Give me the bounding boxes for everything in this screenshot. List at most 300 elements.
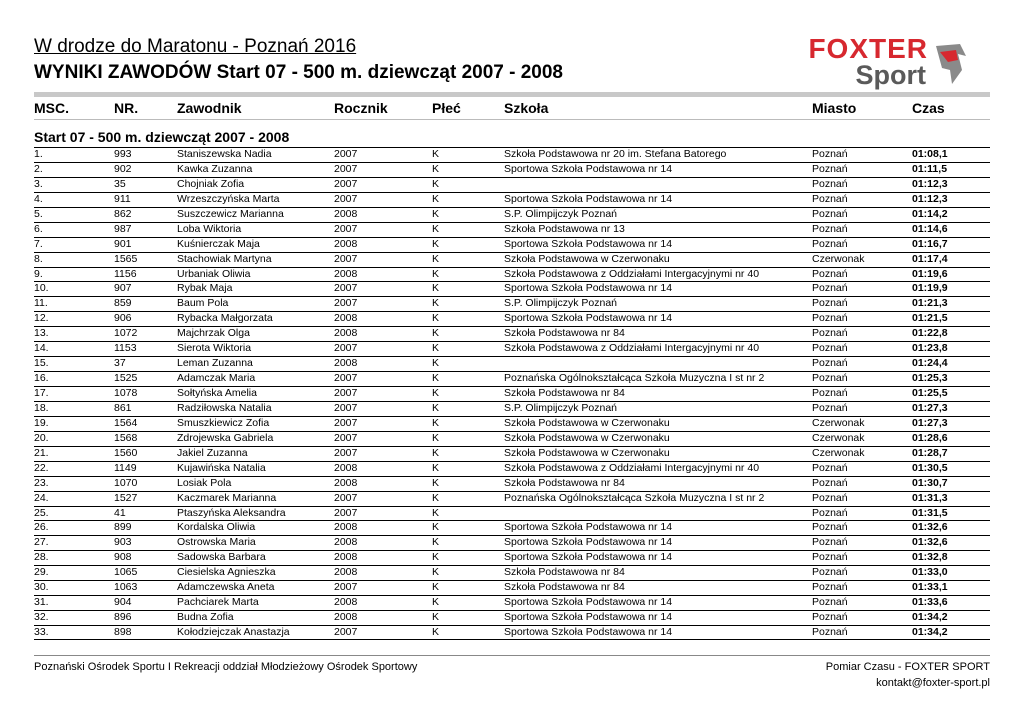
cell-city: Poznań: [812, 626, 848, 638]
cell-bib: 1564: [114, 416, 138, 429]
cell-birth-year: 2008: [334, 476, 358, 489]
cell-bib: 861: [114, 401, 132, 414]
cell-athlete-name: Kordalska Oliwia: [177, 521, 256, 534]
cell-birth-year: 2007: [334, 297, 358, 310]
table-row: [34, 281, 990, 296]
page-title: W drodze do Maratonu - Poznań 2016: [34, 36, 357, 57]
cell-birth-year: 2008: [334, 566, 358, 579]
cell-athlete-name: Kawka Zuzanna: [177, 162, 253, 175]
cell-birth-year: 2008: [334, 611, 358, 624]
cell-athlete-name: Kołodziejczak Anastazja: [177, 626, 290, 638]
cell-athlete-name: Rybacka Małgorzata: [177, 312, 273, 325]
table-row: [34, 222, 990, 237]
footer-timing: Pomiar Czasu - FOXTER SPORT: [825, 661, 990, 673]
table-row: [34, 491, 990, 506]
cell-time: 01:33,1: [912, 581, 948, 594]
cell-time: 01:33,0: [912, 566, 948, 579]
column-header-school: Szkoła: [504, 100, 549, 116]
cell-sex: K: [432, 596, 440, 609]
cell-birth-year: 2008: [334, 237, 358, 250]
cell-bib: 1560: [114, 446, 138, 459]
cell-sex: K: [432, 372, 440, 385]
cell-school: Sportowa Szkoła Podstawowa nr 14: [504, 551, 673, 564]
cell-school: S.P. Olimpijczyk Poznań: [504, 297, 618, 310]
cell-sex: K: [432, 148, 440, 160]
footer-rule: [34, 655, 990, 656]
cell-athlete-name: Sołtyńska Amelia: [177, 387, 257, 399]
cell-time: 01:28,6: [912, 431, 948, 444]
cell-sex: K: [432, 581, 440, 594]
cell-bib: 1072: [114, 327, 138, 340]
cell-city: Poznań: [812, 237, 848, 250]
cell-bib: 1525: [114, 372, 138, 385]
cell-sex: K: [432, 611, 440, 624]
table-row: [34, 580, 990, 595]
cell-bib: 35: [114, 177, 126, 190]
cell-time: 01:08,1: [912, 148, 948, 160]
cell-athlete-name: Ostrowska Maria: [177, 536, 256, 549]
cell-time: 01:11,5: [912, 162, 948, 175]
cell-time: 01:30,7: [912, 476, 948, 489]
cell-city: Poznań: [812, 162, 848, 175]
table-row: [34, 535, 990, 550]
cell-place: 12.: [34, 312, 49, 325]
cell-time: 01:12,3: [912, 177, 948, 190]
cell-athlete-name: Ciesielska Agnieszka: [177, 566, 276, 579]
cell-birth-year: 2007: [334, 372, 358, 385]
cell-sex: K: [432, 297, 440, 310]
table-row: [34, 371, 990, 386]
table-row: [34, 506, 990, 521]
cell-bib: 987: [114, 222, 132, 235]
cell-bib: 1153: [114, 342, 137, 355]
cell-school: Szkoła Podstawowa w Czerwonaku: [504, 252, 670, 265]
cell-birth-year: 2008: [334, 596, 358, 609]
table-row: [34, 565, 990, 580]
table-row: [34, 267, 990, 282]
cell-bib: 899: [114, 521, 132, 534]
cell-birth-year: 2007: [334, 431, 358, 444]
cell-place: 18.: [34, 401, 49, 414]
cell-school: Sportowa Szkoła Podstawowa nr 14: [504, 536, 673, 549]
table-row: [34, 625, 990, 640]
cell-place: 1.: [34, 148, 43, 160]
foxter-logo: [784, 34, 970, 92]
cell-athlete-name: Jakiel Zuzanna: [177, 446, 248, 459]
cell-athlete-name: Sadowska Barbara: [177, 551, 266, 564]
cell-athlete-name: Staniszewska Nadia: [177, 148, 272, 160]
cell-place: 32.: [34, 611, 49, 624]
cell-bib: 1078: [114, 387, 138, 399]
cell-bib: 907: [114, 282, 132, 295]
column-header-year: Rocznik: [334, 100, 388, 116]
cell-place: 3.: [34, 177, 43, 190]
cell-city: Poznań: [812, 491, 848, 504]
cell-city: Poznań: [812, 327, 848, 340]
cell-place: 14.: [34, 342, 49, 355]
cell-city: Poznań: [812, 476, 848, 489]
cell-place: 23.: [34, 476, 49, 489]
column-header-nr: NR.: [114, 100, 139, 116]
cell-city: Poznań: [812, 297, 848, 310]
table-row: [34, 237, 990, 252]
cell-birth-year: 2008: [334, 357, 358, 370]
cell-time: 01:14,6: [912, 222, 948, 235]
cell-sex: K: [432, 207, 440, 220]
cell-place: 29.: [34, 566, 49, 579]
cell-time: 01:19,9: [912, 282, 948, 295]
cell-bib: 1156: [114, 267, 137, 280]
cell-time: 01:17,4: [912, 252, 948, 265]
cell-birth-year: 2007: [334, 222, 358, 235]
cell-school: Szkoła Podstawowa w Czerwonaku: [504, 431, 670, 444]
cell-athlete-name: Baum Pola: [177, 297, 229, 310]
cell-city: Poznań: [812, 372, 848, 385]
table-row: [34, 431, 990, 446]
cell-bib: 1065: [114, 566, 138, 579]
cell-city: Poznań: [812, 222, 848, 235]
cell-school: Szkoła Podstawowa nr 84: [504, 566, 625, 579]
cell-sex: K: [432, 551, 440, 564]
cell-place: 16.: [34, 372, 49, 385]
cell-sex: K: [432, 177, 440, 190]
table-row: [34, 520, 990, 535]
cell-place: 24.: [34, 491, 49, 504]
table-row: [34, 461, 990, 476]
cell-sex: K: [432, 401, 440, 414]
table-row: [34, 207, 990, 222]
results-table: [34, 147, 990, 640]
cell-birth-year: 2008: [334, 521, 358, 534]
cell-athlete-name: Rybak Maja: [177, 282, 233, 295]
cell-school: Poznańska Ogólnokształcąca Szkoła Muzyczna I st nr 2: [504, 491, 765, 504]
cell-place: 28.: [34, 551, 49, 564]
cell-bib: 1070: [114, 476, 138, 489]
cell-school: S.P. Olimpijczyk Poznań: [504, 401, 618, 414]
cell-time: 01:16,7: [912, 237, 948, 250]
cell-athlete-name: Urbaniak Oliwia: [177, 267, 251, 280]
table-row: [34, 162, 990, 177]
cell-city: Czerwonak: [812, 446, 865, 459]
cell-athlete-name: Leman Zuzanna: [177, 357, 253, 370]
cell-athlete-name: Kuśnierczak Maja: [177, 237, 260, 250]
cell-place: 2.: [34, 162, 43, 175]
cell-school: Szkoła Podstawowa nr 13: [504, 222, 625, 235]
cell-city: Poznań: [812, 461, 848, 474]
cell-place: 21.: [34, 446, 49, 459]
table-row: [34, 610, 990, 625]
cell-birth-year: 2007: [334, 626, 358, 638]
runner-emblem-icon: [930, 40, 970, 86]
cell-place: 11.: [34, 297, 48, 310]
cell-time: 01:31,3: [912, 491, 948, 504]
column-header-rule: [34, 119, 990, 120]
cell-city: Poznań: [812, 177, 848, 190]
cell-birth-year: 2007: [334, 491, 358, 504]
cell-sex: K: [432, 416, 440, 429]
table-row: [34, 446, 990, 461]
footer-organizer: Poznański Ośrodek Sportu I Rekreacji oddział Młodzieżowy Ośrodek Sportowy: [34, 661, 418, 673]
cell-school: Szkoła Podstawowa nr 84: [504, 476, 625, 489]
cell-birth-year: 2008: [334, 327, 358, 340]
cell-city: Poznań: [812, 148, 848, 160]
cell-time: 01:31,5: [912, 506, 948, 519]
cell-school: Szkoła Podstawowa z Oddziałami Intergacyjnymi nr 40: [504, 342, 760, 355]
cell-athlete-name: Kaczmarek Marianna: [177, 491, 277, 504]
cell-athlete-name: Adamczewska Aneta: [177, 581, 275, 594]
cell-time: 01:21,3: [912, 297, 948, 310]
table-row: [34, 147, 990, 162]
cell-city: Poznań: [812, 282, 848, 295]
column-header-city: Miasto: [812, 100, 857, 116]
cell-sex: K: [432, 387, 440, 399]
cell-bib: 1063: [114, 581, 138, 594]
cell-sex: K: [432, 162, 440, 175]
cell-time: 01:27,3: [912, 401, 948, 414]
table-row: [34, 386, 990, 401]
cell-athlete-name: Chojniak Zofia: [177, 177, 245, 190]
column-header-time: Czas: [912, 100, 945, 116]
table-row: [34, 192, 990, 207]
table-row: [34, 341, 990, 356]
cell-city: Poznań: [812, 357, 848, 370]
cell-place: 10.: [34, 282, 49, 295]
cell-birth-year: 2007: [334, 177, 358, 190]
table-row: [34, 476, 990, 491]
cell-birth-year: 2008: [334, 312, 358, 325]
cell-time: 01:34,2: [912, 611, 948, 624]
cell-city: Poznań: [812, 192, 848, 205]
cell-city: Poznań: [812, 267, 848, 280]
cell-place: 17.: [34, 387, 49, 399]
table-row: [34, 296, 990, 311]
cell-time: 01:23,8: [912, 342, 948, 355]
cell-school: Sportowa Szkoła Podstawowa nr 14: [504, 611, 673, 624]
cell-school: Szkoła Podstawowa z Oddziałami Intergacyjnymi nr 40: [504, 267, 760, 280]
cell-place: 20.: [34, 431, 49, 444]
cell-place: 30.: [34, 581, 49, 594]
cell-birth-year: 2007: [334, 162, 358, 175]
cell-school: Poznańska Ogólnokształcąca Szkoła Muzyczna I st nr 2: [504, 372, 765, 385]
cell-bib: 908: [114, 551, 132, 564]
cell-time: 01:25,3: [912, 372, 948, 385]
cell-place: 33.: [34, 626, 49, 638]
cell-bib: 904: [114, 596, 132, 609]
cell-athlete-name: Smuszkiewicz Zofia: [177, 416, 270, 429]
header-rule: [34, 92, 990, 97]
cell-bib: 903: [114, 536, 132, 549]
cell-city: Czerwonak: [812, 252, 865, 265]
table-row: [34, 252, 990, 267]
cell-time: 01:27,3: [912, 416, 948, 429]
cell-bib: 911: [114, 192, 131, 205]
logo-sport-text: Sport: [855, 60, 926, 90]
cell-city: Czerwonak: [812, 416, 865, 429]
cell-school: Szkoła Podstawowa w Czerwonaku: [504, 446, 670, 459]
cell-city: Poznań: [812, 342, 848, 355]
cell-birth-year: 2008: [334, 207, 358, 220]
cell-birth-year: 2007: [334, 401, 358, 414]
cell-time: 01:14,2: [912, 207, 948, 220]
cell-sex: K: [432, 446, 440, 459]
cell-school: Szkoła Podstawowa nr 20 im. Stefana Batorego: [504, 148, 727, 160]
cell-birth-year: 2008: [334, 267, 358, 280]
cell-school: Szkoła Podstawowa nr 84: [504, 327, 625, 340]
cell-time: 01:19,6: [912, 267, 948, 280]
cell-place: 26.: [34, 521, 49, 534]
cell-sex: K: [432, 566, 440, 579]
table-row: [34, 595, 990, 610]
cell-bib: 1149: [114, 461, 137, 474]
cell-birth-year: 2007: [334, 387, 358, 399]
cell-athlete-name: Wrzeszczyńska Marta: [177, 192, 280, 205]
table-row: [34, 326, 990, 341]
cell-athlete-name: Majchrzak Olga: [177, 327, 250, 340]
cell-sex: K: [432, 327, 440, 340]
cell-school: Sportowa Szkoła Podstawowa nr 14: [504, 192, 673, 205]
cell-school: Szkoła Podstawowa z Oddziałami Intergacyjnymi nr 40: [504, 461, 760, 474]
table-row: [34, 416, 990, 431]
cell-school: S.P. Olimpijczyk Poznań: [504, 207, 618, 220]
cell-bib: 896: [114, 611, 132, 624]
cell-school: Szkoła Podstawowa nr 84: [504, 581, 625, 594]
cell-time: 01:24,4: [912, 357, 948, 370]
cell-place: 9.: [34, 267, 43, 280]
cell-birth-year: 2007: [334, 506, 358, 519]
cell-birth-year: 2007: [334, 416, 358, 429]
cell-sex: K: [432, 252, 440, 265]
cell-birth-year: 2007: [334, 342, 358, 355]
cell-place: 22.: [34, 461, 49, 474]
cell-school: Szkoła Podstawowa nr 84: [504, 387, 625, 399]
cell-bib: 993: [114, 148, 132, 160]
cell-place: 6.: [34, 222, 43, 235]
cell-time: 01:28,7: [912, 446, 948, 459]
cell-school: Szkoła Podstawowa w Czerwonaku: [504, 416, 670, 429]
cell-place: 25.: [34, 506, 49, 519]
cell-sex: K: [432, 491, 440, 504]
cell-city: Poznań: [812, 207, 848, 220]
footer-contact: kontakt@foxter-sport.pl: [876, 677, 990, 689]
cell-bib: 1568: [114, 431, 138, 444]
cell-school: Sportowa Szkoła Podstawowa nr 14: [504, 162, 673, 175]
cell-sex: K: [432, 521, 440, 534]
cell-birth-year: 2008: [334, 461, 358, 474]
table-row: [34, 177, 990, 192]
cell-city: Poznań: [812, 506, 848, 519]
cell-athlete-name: Stachowiak Martyna: [177, 252, 272, 265]
cell-birth-year: 2007: [334, 282, 358, 295]
cell-place: 4.: [34, 192, 43, 205]
cell-athlete-name: Suszczewicz Marianna: [177, 207, 284, 220]
cell-place: 15.: [34, 357, 49, 370]
cell-birth-year: 2007: [334, 581, 358, 594]
cell-birth-year: 2007: [334, 192, 358, 205]
table-row: [34, 311, 990, 326]
cell-athlete-name: Zdrojewska Gabriela: [177, 431, 274, 444]
table-row: [34, 356, 990, 371]
cell-bib: 1527: [114, 491, 138, 504]
cell-birth-year: 2007: [334, 446, 358, 459]
cell-place: 19.: [34, 416, 49, 429]
section-title: Start 07 - 500 m. dziewcząt 2007 - 2008: [34, 129, 290, 145]
cell-place: 7.: [34, 237, 43, 250]
cell-sex: K: [432, 312, 440, 325]
cell-sex: K: [432, 536, 440, 549]
cell-sex: K: [432, 476, 440, 489]
table-row: [34, 401, 990, 416]
cell-sex: K: [432, 357, 440, 370]
cell-city: Poznań: [812, 521, 848, 534]
logo-foxter-text: FOXTER: [808, 33, 928, 64]
cell-bib: 902: [114, 162, 132, 175]
cell-time: 01:22,8: [912, 327, 948, 340]
cell-bib: 1565: [114, 252, 138, 265]
cell-bib: 37: [114, 357, 126, 370]
cell-sex: K: [432, 431, 440, 444]
cell-time: 01:33,6: [912, 596, 948, 609]
cell-place: 31.: [34, 596, 49, 609]
cell-time: 01:32,8: [912, 551, 948, 564]
cell-athlete-name: Losiak Pola: [177, 476, 232, 489]
cell-city: Poznań: [812, 551, 848, 564]
cell-time: 01:32,6: [912, 521, 948, 534]
cell-sex: K: [432, 267, 440, 280]
cell-bib: 859: [114, 297, 132, 310]
cell-time: 01:34,2: [912, 626, 948, 638]
cell-sex: K: [432, 506, 440, 519]
cell-athlete-name: Sierota Wiktoria: [177, 342, 252, 355]
table-row: [34, 550, 990, 565]
cell-place: 5.: [34, 207, 43, 220]
cell-athlete-name: Radziłowska Natalia: [177, 401, 272, 414]
cell-sex: K: [432, 626, 440, 638]
cell-school: Sportowa Szkoła Podstawowa nr 14: [504, 312, 673, 325]
cell-athlete-name: Ptaszyńska Aleksandra: [177, 506, 286, 519]
cell-bib: 862: [114, 207, 132, 220]
cell-place: 13.: [34, 327, 49, 340]
cell-time: 01:32,6: [912, 536, 948, 549]
cell-school: Sportowa Szkoła Podstawowa nr 14: [504, 282, 673, 295]
cell-birth-year: 2007: [334, 148, 358, 160]
cell-sex: K: [432, 342, 440, 355]
cell-city: Poznań: [812, 566, 848, 579]
cell-school: Sportowa Szkoła Podstawowa nr 14: [504, 521, 673, 534]
cell-city: Czerwonak: [812, 431, 865, 444]
cell-city: Poznań: [812, 401, 848, 414]
cell-city: Poznań: [812, 611, 848, 624]
cell-school: Sportowa Szkoła Podstawowa nr 14: [504, 237, 673, 250]
cell-bib: 41: [114, 506, 126, 519]
cell-time: 01:30,5: [912, 461, 948, 474]
cell-place: 8.: [34, 252, 43, 265]
cell-birth-year: 2008: [334, 536, 358, 549]
cell-city: Poznań: [812, 581, 848, 594]
cell-athlete-name: Budna Zofia: [177, 611, 234, 624]
column-header-name: Zawodnik: [177, 100, 242, 116]
cell-sex: K: [432, 237, 440, 250]
cell-city: Poznań: [812, 312, 848, 325]
cell-city: Poznań: [812, 387, 848, 399]
cell-time: 01:25,5: [912, 387, 948, 399]
cell-time: 01:12,3: [912, 192, 948, 205]
cell-athlete-name: Pachciarek Marta: [177, 596, 259, 609]
page-subtitle: WYNIKI ZAWODÓW Start 07 - 500 m. dziewcząt 2007 - 2008: [34, 62, 563, 83]
column-header-msc: MSC.: [34, 100, 69, 116]
cell-bib: 898: [114, 626, 132, 638]
cell-athlete-name: Adamczak Maria: [177, 372, 256, 385]
cell-birth-year: 2007: [334, 252, 358, 265]
